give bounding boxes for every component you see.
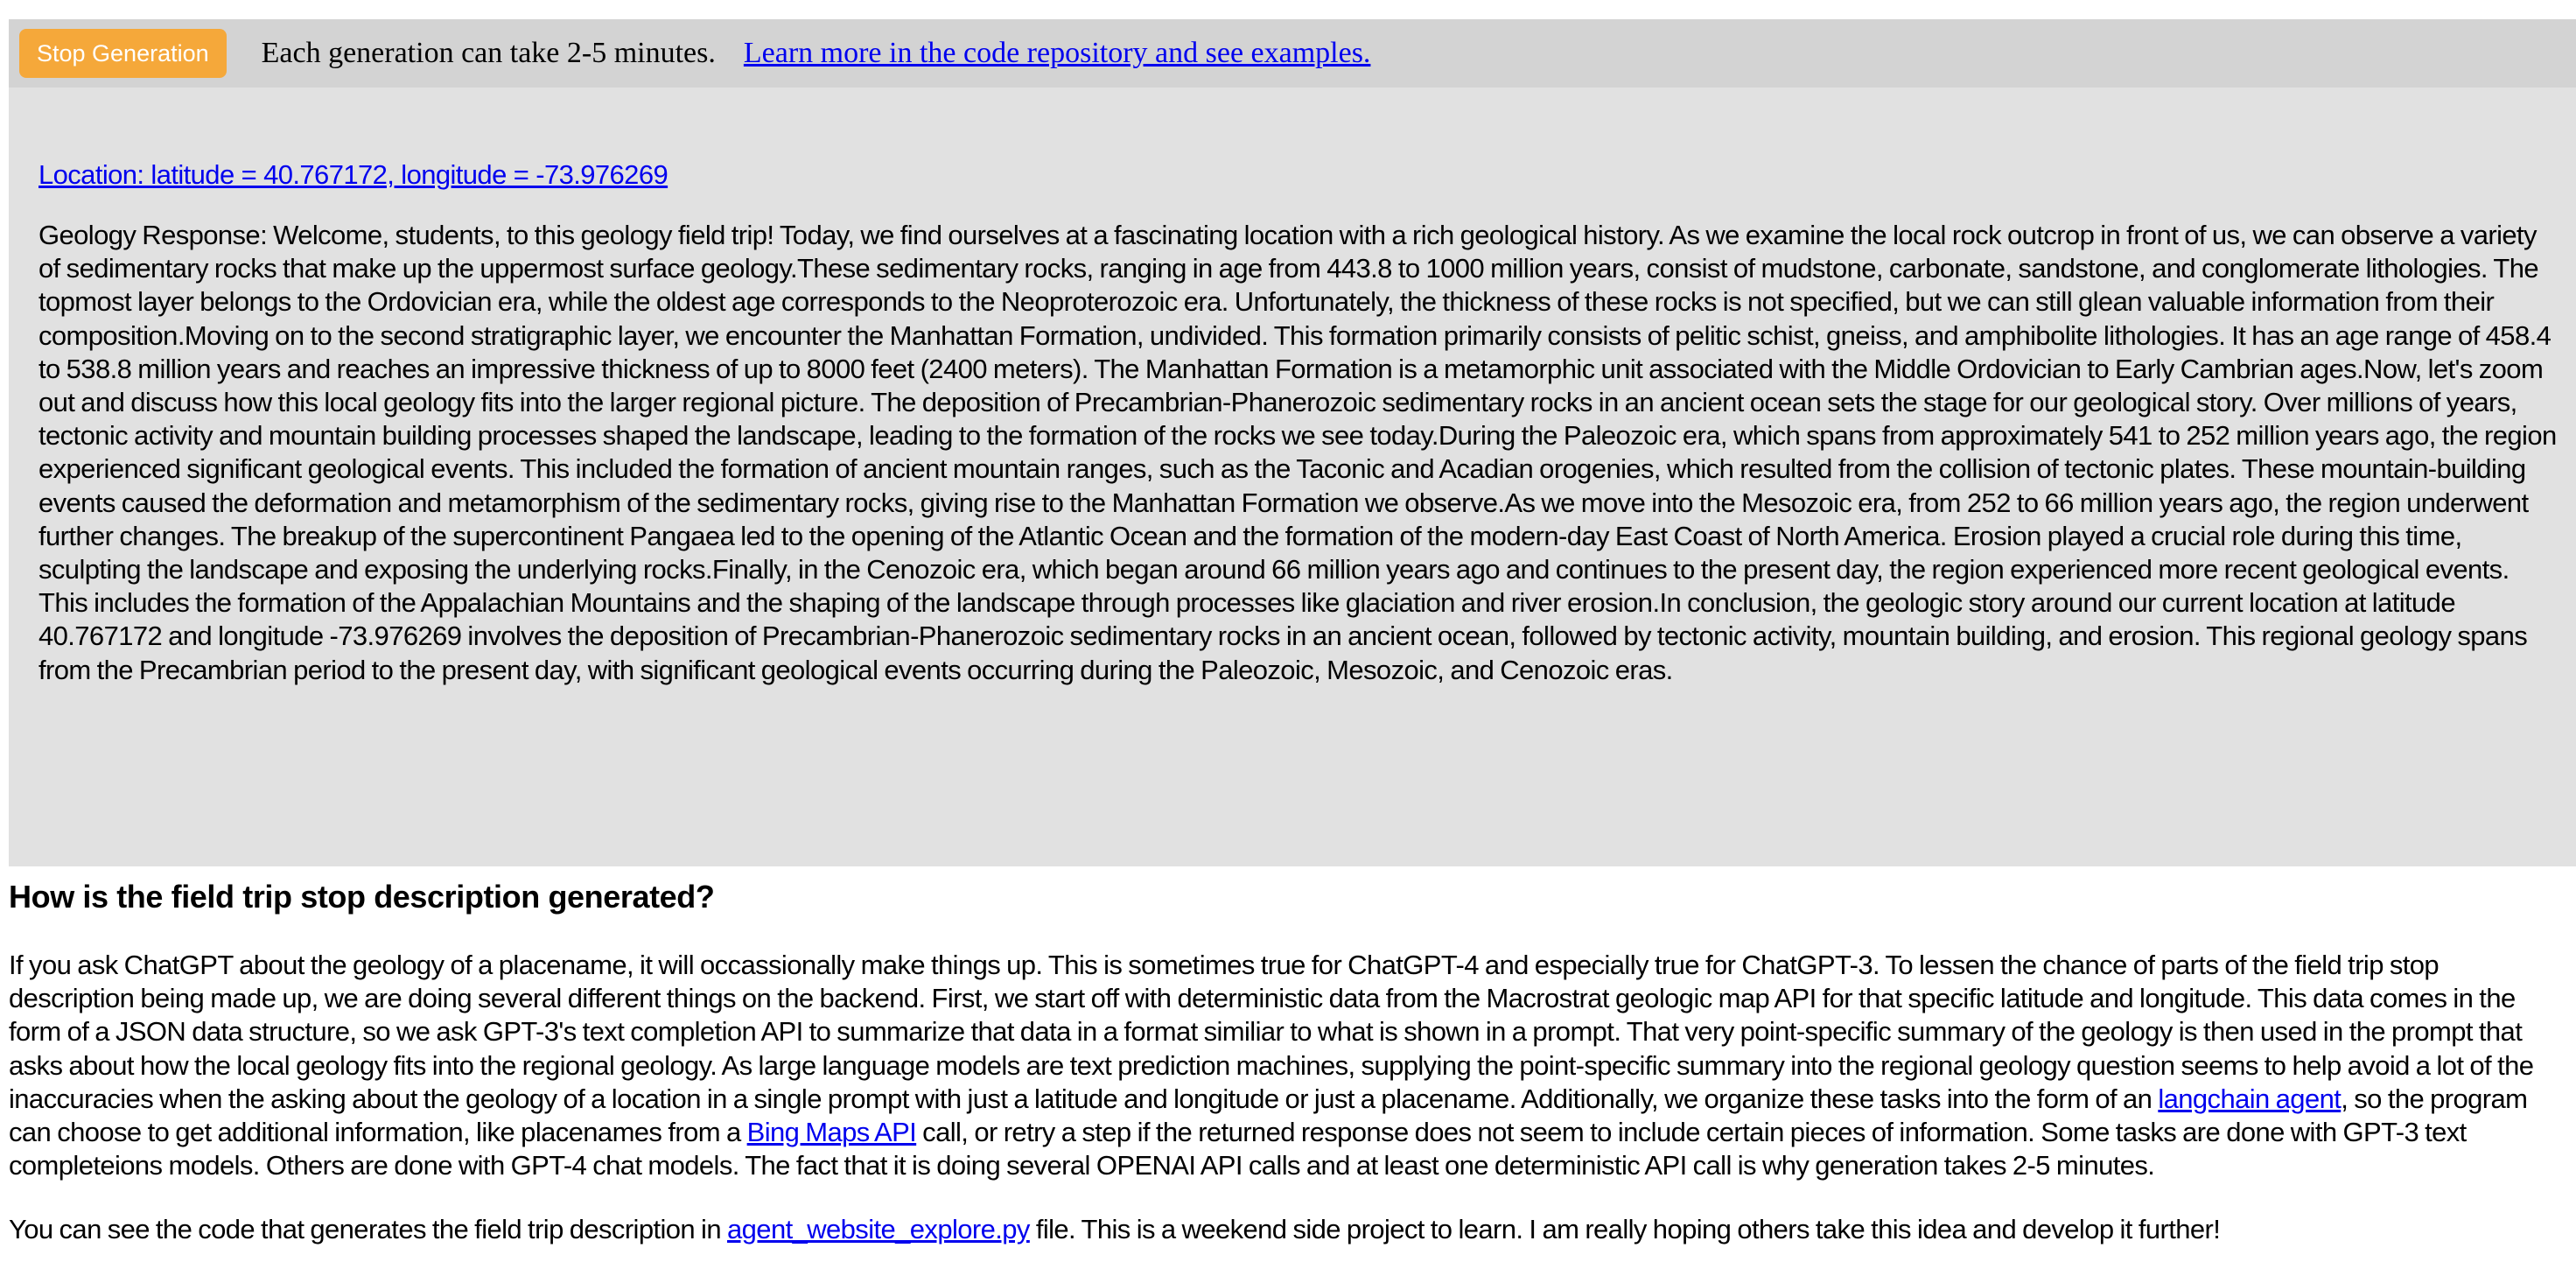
explanation-text-2: , so the program can choose to get additional information, like placenames from a xyxy=(9,1083,2528,1148)
result-panel xyxy=(9,88,2576,866)
explanation-text-1: If you ask ChatGPT about the geology of a placename, it will occassionally make things up. This is sometimes true for ChatGPT-4 and especially true for ChatGPT-3. To lessen the chance of parts of the field trip stop description being made up, we are doing several different things on the backend. First, we start off with deterministic data from the Macrostrat geologic map API for that specific latitude and longitude. This data comes in the form of a JSON data structure, so we ask GPT-3's text completion API to summarize that data in a format similiar to what is shown in a prompt. That very point-specific summary of the geology is then used in the prompt that asks about how the local geology fits into the regional geology. As large language models are text prediction machines, supplying the point-specific summary into the regional geology question seems to help avoid a lot of the inaccuracies when the asking about the geology of a location in a single prompt with just a latitude and longitude or just a placename. Additionally, we organize these tasks into the form of an xyxy=(9,950,2534,1114)
toolbar xyxy=(9,19,2576,88)
geology-response-text: Geology Response: Welcome, students, to this geology field trip! Today, we find ourselves at a fascinating location with a rich geological history. As we examine the local rock outcrop in front of us, we can observe a variety of sedimentary rocks that make up the uppermost surface geology.These sedimentary rocks, ranging in age from 443.8 to 1000 million years, consist of mudstone, carbonate, sandstone, and conglomerate lithologies. The topmost layer belongs to the Ordovician era, while the oldest age corresponds to the Neoproterozoic era. Unfortunately, the thickness of these rocks is not specified, but we can still glean valuable information from their composition.Moving on to the second stratigraphic layer, we encounter the Manhattan Formation, undivided. This formation primarily consists of pelitic schist, gneiss, and amphibolite lithologies. It has an age range of 458.4 to 538.8 million years and reaches an impressive thickness of up to 8000 feet (2400 meters). The Manhattan Formation is a metamorphic unit associated with the Middle Ordovician to Early Cambrian ages.Now, let's zoom out and discuss how this local geology fits into the larger regional picture. The deposition of Precambrian-Phanerozoic sedimentary rocks in an ancient ocean sets the stage for our geological story. Over millions of years, tectonic activity and mountain building processes shaped the landscape, leading to the formation of the rocks we see today.During the Paleozoic era, which spans from approximately 541 to 252 million years ago, the region experienced significant geological events. This included the formation of ancient mountain ranges, such as the Taconic and Acadian orogenies, which resulted from the collision of tectonic plates. These mountain-building events caused the deformation and metamorphism of the sedimentary rocks, giving rise to the Manhattan Formation we observe.As we move into the Mesozoic era, from 252 to 66 million years ago, the region underwent further changes. The breakup of the supercontinent Pangaea led to the opening of the Atlantic Ocean and the formation of the modern-day East Coast of North America. Erosion played a crucial role during this time, sculpting the landscape and exposing the underlying rocks.Finally, in the Cenozoic era, which began around 66 million years ago and continues to the present day, the region experienced more recent geological events. This includes the formation of the Appalachian Mountains and the shaping of the landscape through processes like glaciation and river erosion.In conclusion, the geologic story around our current location at latitude 40.767172 and longitude -73.976269 involves the deposition of Precambrian-Phanerozoic sedimentary rocks in an ancient ocean, followed by tectonic activity, mountain building, and erosion. This regional geology spans from the Precambrian period to the present day, with significant geological events occurring during the Paleozoic, Mesozoic, and Cenozoic eras. xyxy=(38,220,2557,685)
section-heading: How is the field trip stop description generated? xyxy=(9,879,715,915)
langchain-agent-link[interactable]: langchain agent xyxy=(2158,1083,2342,1114)
location-link[interactable]: Location: latitude = 40.767172, longitude = -73.976269 xyxy=(38,159,668,190)
code-text-1: You can see the code that generates the field trip description in xyxy=(9,1214,728,1244)
stop-generation-button[interactable]: Stop Generation xyxy=(19,29,227,78)
explanation-paragraph xyxy=(9,949,2564,1182)
code-repository-link[interactable]: Learn more in the code repository and see examples. xyxy=(743,37,1371,69)
code-reference-paragraph xyxy=(9,1213,2564,1246)
code-file-link[interactable]: agent_website_explore.py xyxy=(727,1214,1030,1244)
code-text-2: file. This is a weekend side project to learn. I am really hoping others take this idea and develop it further! xyxy=(1029,1214,2221,1244)
generation-time-note: Each generation can take 2-5 minutes. xyxy=(261,37,716,69)
bing-maps-api-link[interactable]: Bing Maps API xyxy=(746,1117,917,1148)
explanation-text-3: call, or retry a step if the returned response does not seem to include certain pieces of information. Some tasks are done with GPT-3 text completeions models. Others are done with GPT-4 chat models. The fact that it is doing several OPENAI API calls and at least one deterministic API call is why generation takes 2-5 minutes. xyxy=(9,1117,2467,1181)
